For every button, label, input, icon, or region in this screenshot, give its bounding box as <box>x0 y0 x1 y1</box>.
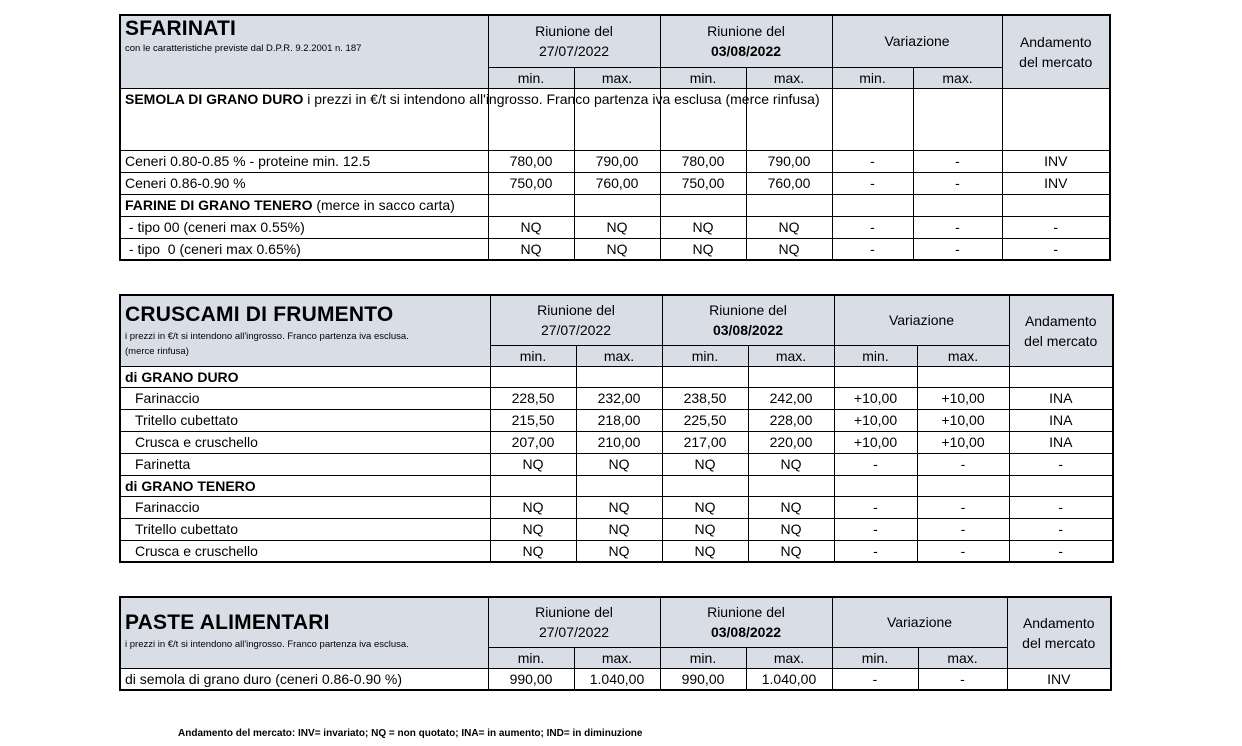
cell-p-min: NQ <box>490 453 576 475</box>
cell-trend: INA <box>1009 431 1113 453</box>
cell-v-max: - <box>913 216 1002 238</box>
cruscami-rows-tenero <box>120 496 1113 562</box>
paste-subtitle: i prezzi in €/t si intendono all'ingrosso. Franco partenza iva esclusa. <box>125 639 409 650</box>
cell-v-max: - <box>918 668 1007 690</box>
cell-c-min: 225,50 <box>662 409 748 431</box>
cell-p-max: 210,00 <box>576 431 662 453</box>
paste-title-cell <box>120 597 488 668</box>
cell-v-max: +10,00 <box>917 431 1009 453</box>
cell-trend: INA <box>1009 387 1113 409</box>
cell-p-max: NQ <box>574 238 660 260</box>
cell-v-min: +10,00 <box>834 409 917 431</box>
sub-min: min. <box>832 647 918 668</box>
cell-p-min: NQ <box>490 518 576 540</box>
cell-v-min: - <box>832 150 913 172</box>
variation-header: Variazione <box>832 597 1007 647</box>
sub-max: max. <box>746 647 832 668</box>
prev-meeting-header: Riunione del 27/07/2022 <box>488 597 660 647</box>
market-trend-header: Andamento del mercato <box>1007 597 1111 668</box>
cell-trend: INV <box>1002 172 1110 194</box>
variation-header: Variazione <box>832 15 1002 67</box>
cell-c-max: NQ <box>748 540 834 562</box>
cell-c-max: NQ <box>746 238 832 260</box>
cell-c-max: NQ <box>746 216 832 238</box>
cell-trend: - <box>1009 496 1113 518</box>
row-label: Crusca e cruschello <box>120 431 490 453</box>
cell-c-max: 790,00 <box>746 150 832 172</box>
table-row <box>120 540 1113 562</box>
curr-meeting-header: Riunione del 03/08/2022 <box>660 15 832 67</box>
cell-v-min: - <box>832 172 913 194</box>
cell-v-min: - <box>832 238 913 260</box>
cell-v-min: - <box>834 518 917 540</box>
cell-p-min: 750,00 <box>488 172 574 194</box>
sfarinati-title-cell <box>120 15 488 88</box>
cruscami-subtitle: i prezzi in €/t si intendono all'ingrosso. Franco partenza iva esclusa. <box>125 331 409 342</box>
row-label: Tritello cubettato <box>120 409 490 431</box>
paste-title: PASTE ALIMENTARI <box>125 611 330 634</box>
cruscami-subtitle-2: (merce rinfusa) <box>125 346 189 357</box>
table-row <box>120 668 1111 690</box>
row-label: - tipo 00 (ceneri max 0.55%) <box>120 216 488 238</box>
cell-p-min: 207,00 <box>490 431 576 453</box>
legend-footnote: Andamento del mercato: INV= invariato; NQ = non quotato; INA= in aumento; IND= in diminuzione <box>178 728 643 739</box>
table-row <box>120 518 1113 540</box>
paste-rows <box>120 668 1111 690</box>
cell-c-max: 220,00 <box>748 431 834 453</box>
row-label: - tipo 0 (ceneri max 0.65%) <box>120 238 488 260</box>
cell-v-max: - <box>913 150 1002 172</box>
cell-v-max: +10,00 <box>917 409 1009 431</box>
semola-section-label: SEMOLA DI GRANO DURO i prezzi in €/t si intendono all'ingrosso. Franco partenza iva esclusa (merce rinfusa) <box>120 88 488 150</box>
cell-v-max: - <box>917 496 1009 518</box>
cell-c-min: NQ <box>662 453 748 475</box>
sub-max: max. <box>917 345 1009 366</box>
cell-trend: - <box>1009 453 1113 475</box>
cell-trend: - <box>1009 518 1113 540</box>
cruscami-table <box>119 294 1114 563</box>
row-label: Farinaccio <box>120 496 490 518</box>
paste-table <box>119 596 1112 691</box>
table-row <box>120 150 1110 172</box>
row-label: Farinetta <box>120 453 490 475</box>
row-label: Crusca e cruschello <box>120 540 490 562</box>
market-trend-header: Andamento del mercato <box>1009 295 1113 366</box>
table-row <box>120 496 1113 518</box>
cell-c-min: 750,00 <box>660 172 746 194</box>
cell-p-max: NQ <box>576 496 662 518</box>
sub-min: min. <box>490 345 576 366</box>
cruscami-rows-duro <box>120 387 1113 475</box>
sfarinati-rows-b <box>120 216 1110 260</box>
cell-p-min: NQ <box>490 496 576 518</box>
cell-v-max: - <box>917 518 1009 540</box>
sub-max: max. <box>746 67 832 88</box>
prev-meeting-header: Riunione del 27/07/2022 <box>488 15 660 67</box>
cell-c-min: 217,00 <box>662 431 748 453</box>
cell-p-min: NQ <box>488 238 574 260</box>
cruscami-title-cell <box>120 295 490 366</box>
group-grano-duro: di GRANO DURO <box>120 366 490 387</box>
cell-v-max: - <box>917 540 1009 562</box>
cell-v-max: - <box>913 238 1002 260</box>
cell-v-max: - <box>917 453 1009 475</box>
cell-c-min: NQ <box>662 496 748 518</box>
sfarinati-title: SFARINATI <box>125 17 237 40</box>
table-row <box>120 387 1113 409</box>
cell-p-min: 228,50 <box>490 387 576 409</box>
sub-min: min. <box>488 647 574 668</box>
cell-p-max: 760,00 <box>574 172 660 194</box>
cell-c-max: NQ <box>748 496 834 518</box>
sfarinati-table <box>119 14 1111 261</box>
cell-v-min: +10,00 <box>834 387 917 409</box>
variation-header: Variazione <box>834 295 1009 345</box>
cell-trend: - <box>1002 216 1110 238</box>
sub-max: max. <box>748 345 834 366</box>
sub-max: max. <box>918 647 1007 668</box>
row-label: Farinaccio <box>120 387 490 409</box>
cell-c-min: NQ <box>662 518 748 540</box>
cell-c-min: 990,00 <box>660 668 746 690</box>
cell-p-max: 218,00 <box>576 409 662 431</box>
curr-meeting-header: Riunione del 03/08/2022 <box>660 597 832 647</box>
row-label: Tritello cubettato <box>120 518 490 540</box>
cruscami-title: CRUSCAMI DI FRUMENTO <box>125 303 394 326</box>
cell-p-min: NQ <box>490 540 576 562</box>
cell-v-min: - <box>834 540 917 562</box>
row-label: di semola di grano duro (ceneri 0.86-0.90 %) <box>120 668 488 690</box>
cell-c-min: NQ <box>660 238 746 260</box>
cell-trend: - <box>1002 238 1110 260</box>
cell-p-max: NQ <box>576 540 662 562</box>
cell-c-max: NQ <box>748 518 834 540</box>
cell-v-min: - <box>832 216 913 238</box>
cell-p-min: NQ <box>488 216 574 238</box>
cell-trend: INV <box>1007 668 1111 690</box>
sub-max: max. <box>574 67 660 88</box>
sfarinati-subtitle: con le caratteristiche previste dal D.P.R. 9.2.2001 n. 187 <box>125 43 362 54</box>
sfarinati-rows-a <box>120 150 1110 194</box>
cell-v-min: - <box>832 668 918 690</box>
sub-min: min. <box>832 67 913 88</box>
sub-max: max. <box>913 67 1002 88</box>
sub-max: max. <box>574 647 660 668</box>
row-label: Ceneri 0.86-0.90 % <box>120 172 488 194</box>
cell-c-max: NQ <box>748 453 834 475</box>
table-row <box>120 238 1110 260</box>
sub-min: min. <box>834 345 917 366</box>
group-grano-tenero: di GRANO TENERO <box>120 475 490 496</box>
cell-c-min: 238,50 <box>662 387 748 409</box>
cell-c-max: 228,00 <box>748 409 834 431</box>
cell-p-max: 790,00 <box>574 150 660 172</box>
cell-p-min: 780,00 <box>488 150 574 172</box>
cell-c-min: 780,00 <box>660 150 746 172</box>
cell-p-max: NQ <box>576 453 662 475</box>
cell-c-min: NQ <box>662 540 748 562</box>
table-row <box>120 409 1113 431</box>
cell-p-min: 990,00 <box>488 668 574 690</box>
sub-min: min. <box>662 345 748 366</box>
cell-trend: INV <box>1002 150 1110 172</box>
curr-meeting-header: Riunione del 03/08/2022 <box>662 295 834 345</box>
market-trend-header: Andamento del mercato <box>1002 15 1110 88</box>
cell-v-min: - <box>834 453 917 475</box>
cell-p-max: NQ <box>574 216 660 238</box>
cell-p-max: 1.040,00 <box>574 668 660 690</box>
cell-c-max: 760,00 <box>746 172 832 194</box>
cell-v-max: +10,00 <box>917 387 1009 409</box>
cell-p-max: 232,00 <box>576 387 662 409</box>
table-row <box>120 431 1113 453</box>
sub-min: min. <box>488 67 574 88</box>
cell-c-max: 1.040,00 <box>746 668 832 690</box>
prev-meeting-header: Riunione del 27/07/2022 <box>490 295 662 345</box>
cell-p-min: 215,50 <box>490 409 576 431</box>
cell-v-min: +10,00 <box>834 431 917 453</box>
table-row <box>120 453 1113 475</box>
cell-v-max: - <box>913 172 1002 194</box>
farine-section-label: FARINE DI GRANO TENERO (merce in sacco carta) <box>120 194 488 216</box>
table-row <box>120 172 1110 194</box>
cell-trend: - <box>1009 540 1113 562</box>
cell-trend: INA <box>1009 409 1113 431</box>
row-label: Ceneri 0.80-0.85 % - proteine min. 12.5 <box>120 150 488 172</box>
sub-min: min. <box>660 647 746 668</box>
cell-c-max: 242,00 <box>748 387 834 409</box>
cell-v-min: - <box>834 496 917 518</box>
table-row <box>120 216 1110 238</box>
cell-c-min: NQ <box>660 216 746 238</box>
cell-p-max: NQ <box>576 518 662 540</box>
sub-min: min. <box>660 67 746 88</box>
sub-max: max. <box>576 345 662 366</box>
